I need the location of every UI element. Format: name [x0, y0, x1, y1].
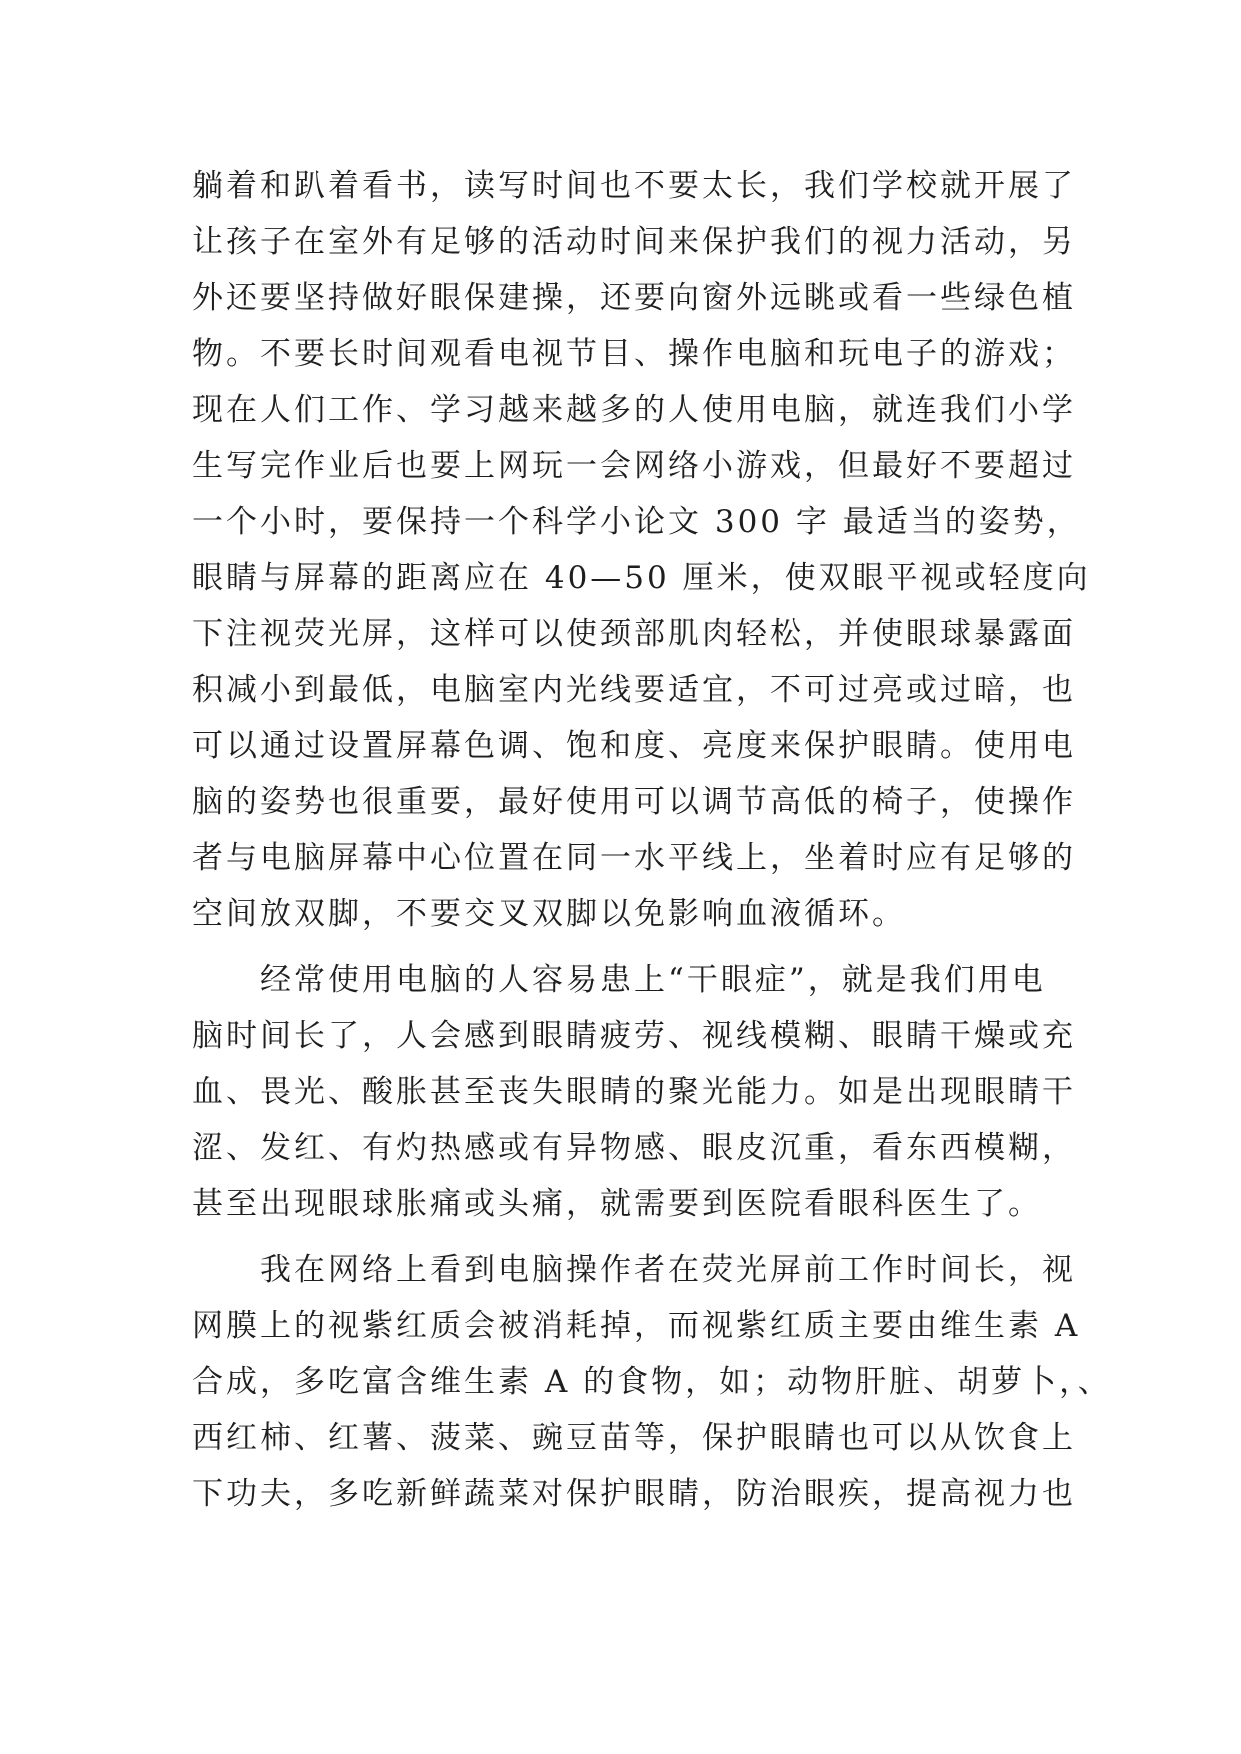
text-line: 血、畏光、酸胀甚至丧失眼睛的聚光能力。如是出现眼睛干 [192, 1074, 1076, 1110]
paragraph-3 [192, 1242, 1112, 1522]
text-line: 我在网络上看到电脑操作者在荧光屏前工作时间长，视 [192, 1252, 1076, 1288]
text-line: 甚至出现眼球胀痛或头痛，就需要到医院看眼科医生了。 [192, 1186, 1042, 1222]
text-line: 让孩子在室外有足够的活动时间来保护我们的视力活动，另 [192, 224, 1076, 260]
body-text [192, 158, 1112, 1522]
text-line: 一个小时，要保持一个科学小论文 300 字 最适当的姿势， [192, 504, 1081, 540]
text-line: 者与电脑屏幕中心位置在同一水平线上，坐着时应有足够的 [192, 840, 1076, 876]
text-line: 可以通过设置屏幕色调、饱和度、亮度来保护眼睛。使用电 [192, 728, 1076, 764]
text-line: 涩、发红、有灼热感或有异物感、眼皮沉重，看东西模糊， [192, 1130, 1076, 1166]
paragraph-1 [192, 158, 1091, 942]
paragraph-gap [192, 942, 1072, 952]
text-line: 躺着和趴着看书，读写时间也不要太长，我们学校就开展了 [192, 168, 1076, 204]
text-line: 眼睛与屏幕的距离应在 40—50 厘米，使双眼平视或轻度向 [192, 560, 1091, 596]
text-line: 脑的姿势也很重要，最好使用可以调节高低的椅子，使操作 [192, 784, 1076, 820]
text-line: 下注视荧光屏，这样可以使颈部肌肉轻松，并使眼球暴露面 [192, 616, 1076, 652]
text-line: 外还要坚持做好眼保建操，还要向窗外远眺或看一些绿色植 [192, 280, 1076, 316]
paragraph-gap [192, 1232, 1072, 1242]
text-line: 网膜上的视紫红质会被消耗掉，而视紫红质主要由维生素 A [192, 1308, 1081, 1344]
text-line: 西红柿、红薯、菠菜、豌豆苗等，保护眼睛也可以从饮食上 [192, 1420, 1076, 1456]
text-line: 合成，多吃富含维生素 A 的食物，如；动物肝脏、胡萝卜，、 [192, 1364, 1112, 1400]
text-line: 物。不要长时间观看电视节目、操作电脑和玩电子的游戏； [192, 336, 1076, 372]
text-line: 现在人们工作、学习越来越多的人使用电脑，就连我们小学 [192, 392, 1076, 428]
text-line: 下功夫，多吃新鲜蔬菜对保护眼睛，防治眼疾，提高视力也 [192, 1476, 1076, 1512]
text-line: 空间放双脚，不要交叉双脚以免影响血液循环。 [192, 896, 906, 932]
paragraph-2 [192, 952, 1076, 1232]
text-line: 脑时间长了，人会感到眼睛疲劳、视线模糊、眼睛干燥或充 [192, 1018, 1076, 1054]
text-line: 经常使用电脑的人容易患上“干眼症”，就是我们用电 [192, 962, 1046, 998]
text-line: 积减小到最低，电脑室内光线要适宜，不可过亮或过暗，也 [192, 672, 1076, 708]
text-line: 生写完作业后也要上网玩一会网络小游戏，但最好不要超过 [192, 448, 1076, 484]
